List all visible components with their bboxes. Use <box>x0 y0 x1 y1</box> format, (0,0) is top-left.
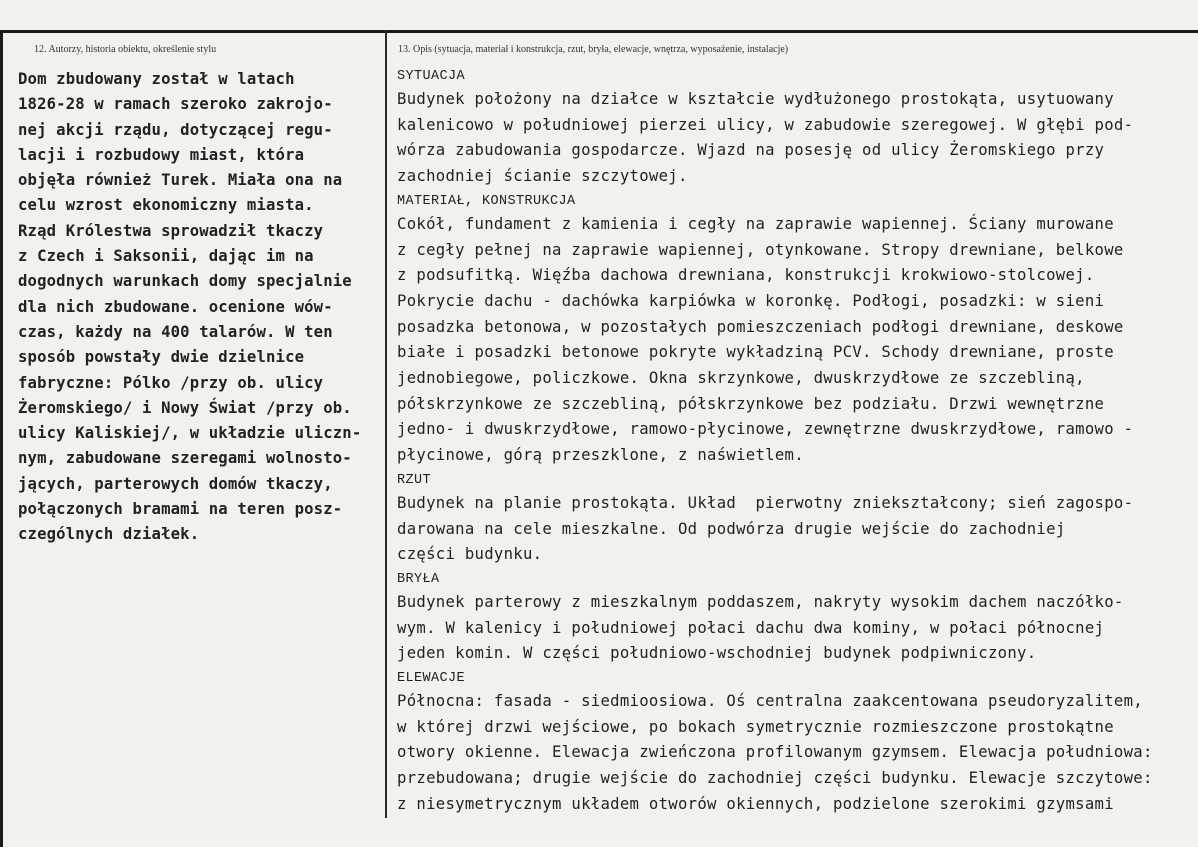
text-line: Północna: fasada - siedmioosiowa. Oś centralna zaakcentowana pseudoryzalitem, <box>397 692 1143 711</box>
history-line: nym, zabudowane szeregami wolnosto- <box>18 449 352 468</box>
text-line: Budynek na planie prostokąta. Układ pierwotny zniekształcony; sień zagospo- <box>397 493 1134 512</box>
section-title-sytuacja: SYTUACJA <box>397 69 466 84</box>
history-line: Rząd Królestwa sprowadził tkaczy <box>18 221 324 240</box>
text-line: z niesymetrycznym układem otworów okiennych, podzielone szerokimi gzymsami <box>397 794 1114 813</box>
text-line: z cegły pełnej na zaprawie wapiennej, otynkowane. Stropy drewniane, belkowe <box>397 240 1124 259</box>
text-line: jednobiegowe, policzkowe. Okna skrzynkowe, dwuskrzydłowe ze szczebliną, <box>397 369 1085 388</box>
section-title-elewacje: ELEWACJE <box>397 671 466 687</box>
history-text <box>18 67 380 548</box>
history-line: połączonych bramami na teren posz- <box>18 500 343 519</box>
text-line: darowana na cele mieszkalne. Od podwórza drugie wejście do zachodniej <box>397 519 1066 538</box>
section-body-material <box>397 212 1187 469</box>
text-line: białe i posadzki betonowe pokryte wykładziną PCV. Schody drewniane, proste <box>397 343 1114 362</box>
form-top-border <box>0 30 1198 33</box>
section-body-bryla <box>397 590 1187 667</box>
section-title-bryla: BRYŁA <box>397 571 440 587</box>
text-line: Budynek parterowy z mieszkalnym poddaszem, nakryty wysokim dachem naczółko- <box>397 592 1124 611</box>
history-line: z Czech i Saksonii, dając im na <box>18 247 314 266</box>
text-line: wym. W kalenicy i południowej połaci dachu dwa kominy, w połaci północnej <box>397 618 1105 637</box>
field-12-heading: 12. Autorzy, historia obiektu, określenie stylu <box>34 44 217 55</box>
text-line: wórza zabudowania gospodarcze. Wjazd na posesję od ulicy Żeromskiego przy <box>397 141 1105 160</box>
field-13-heading: 13. Opis (sytuacja, materiał i konstrukcja, rzut, bryła, elewacje, wnętrza, wyposażenie, instalacje) <box>398 44 789 55</box>
section-title-material: MATERIAŁ, KONSTRUKCJA <box>397 193 576 209</box>
text-line: Budynek położony na działce w kształcie wydłużonego prostokąta, usytuowany <box>397 90 1114 108</box>
text-line: posadzka betonowa, w pozostałych pomieszczeniach podłogi drewniane, deskowe <box>397 317 1124 336</box>
history-line: Dom zbudowany został w latach <box>18 70 295 88</box>
history-line: objęła również Turek. Miała ona na <box>18 171 343 190</box>
history-line: jących, parterowych domów tkaczy, <box>18 474 333 493</box>
column-divider <box>385 30 387 818</box>
history-line: dla nich zbudowane. ocenione wów- <box>18 297 333 316</box>
text-line: przebudowana; drugie wejście do zachodniej części budynku. Elewacje szczytowe: <box>397 769 1153 788</box>
text-line: płycinowe, górą przeszklone, z naświetlem. <box>397 446 804 465</box>
history-line: Żeromskiego/ i Nowy Świat /przy ob. <box>18 398 352 417</box>
text-line: zachodniej ścianie szczytowej. <box>397 167 688 186</box>
history-line: fabryczne: Pólko /przy ob. ulicy <box>18 373 324 392</box>
history-line: 1826-28 w ramach szeroko zakrojo- <box>18 95 333 114</box>
section-title-rzut: RZUT <box>397 472 432 488</box>
history-line: nej akcji rządu, dotyczącej regu- <box>18 120 333 139</box>
history-line: celu wzrost ekonomiczny miasta. <box>18 196 314 215</box>
text-line: jedno- i dwuskrzydłowe, ramowo-płycinowe, zewnętrzne dwuskrzydłowe, ramowo - <box>397 420 1134 439</box>
text-line: jeden komin. W części południowo-wschodniej budynek podpiwniczony. <box>397 644 1037 663</box>
text-line: półskrzynkowe ze szczebliną, półskrzynkowe bez podziału. Drzwi wewnętrzne <box>397 394 1105 413</box>
text-line: z podsufitką. Więźba dachowa drewniana, konstrukcji krokwiowo-stolcowej. <box>397 266 1095 285</box>
history-line: sposób powstały dwie dzielnice <box>18 348 305 367</box>
section-body-rzut <box>397 491 1187 568</box>
text-line: w której drzwi wejściowe, po bokach symetrycznie rozmieszczone prostokątne <box>397 717 1114 736</box>
history-line: czególnych działek. <box>18 525 200 544</box>
text-line: otwory okienne. Elewacja zwieńczona profilowanym gzymsem. Elewacja południowa: <box>397 743 1153 762</box>
text-line: części budynku. <box>397 545 543 564</box>
form-left-border <box>0 30 3 847</box>
text-line: Cokół, fundament z kamienia i cegły na zaprawie wapiennej. Ściany murowane <box>397 214 1114 233</box>
section-body-elewacje <box>397 689 1187 818</box>
history-line: lacji i rozbudowy miast, która <box>18 145 305 164</box>
history-line: dogodnych warunkach domy specjalnie <box>18 272 352 291</box>
section-body-sytuacja <box>397 87 1187 190</box>
text-line: Pokrycie dachu - dachówka karpiówka w koronkę. Podłogi, posadzki: w sieni <box>397 291 1105 310</box>
history-line: ulicy Kaliskiej/, w układzie uliczn- <box>18 424 362 443</box>
text-line: kalenicowo w południowej pierzei ulicy, w zabudowie szeregowej. W głębi pod- <box>397 115 1134 134</box>
description-text <box>397 67 1187 818</box>
history-line: czas, każdy na 400 talarów. W ten <box>18 322 333 341</box>
